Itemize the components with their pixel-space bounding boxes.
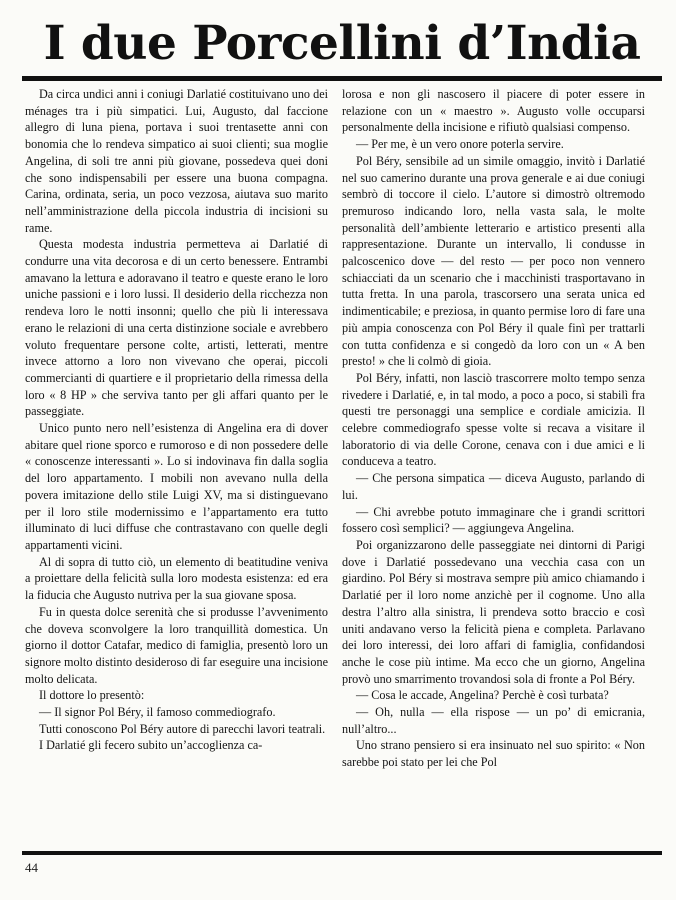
paragraph: Poi organizzarono delle passeggiate nei dintorni di Parigi dove i Darlatié possedevano una vecchia casa con un giardino. Pol Béry si mostrava sempre più amico chiamando i Darlatié per il loro nome anzichè per il cognome. Uno alla destra l’altro alla sinistra, li prendeva sotto braccio e così uniti andavano verso la felicità piena e completa. Parlavano dei loro interessi, dei loro affari di famiglia, confidandosi anche le cose più intime. Ma ecco che un giorno, Angelina provò uno smarrimento trovandosi sola di fronte a Pol Béry. xyxy=(342,537,645,686)
paragraph: — Il signor Pol Béry, il famoso commediografo. xyxy=(39,705,276,720)
paragraph: — Chi avrebbe potuto immaginare che i grandi scrittori fossero così semplici? — aggiungeva Angelina. xyxy=(342,504,645,536)
paragraph: — Oh, nulla — ella rispose — un po’ di emicrania, null’altro... xyxy=(342,705,645,736)
title-divider xyxy=(22,76,662,81)
paragraph: Il dottore lo presentò: xyxy=(39,688,145,703)
footer-divider xyxy=(22,851,662,855)
paragraph: Tutti conoscono Pol Béry autore di parecchi lavori teatrali. xyxy=(39,721,326,736)
paragraph: Da circa undici anni i coniugi Darlatié costituivano uno dei ménages tra i più simpatici. Lui, Augusto, dal faccione allegro di luna piena, portava i suoi trentasette anni con bonomia che lo rendeva simpatico ai suoi clienti; sua moglie Angelina, di soli tre anni più giovane, possedeva quei doni che sono indispensabili per essere una buona compagna. Carina, ordinata, seria, un poco vezzosa, aiutava suo marito nell’amministrazione della piccola industria di incisioni su rame. xyxy=(25,87,328,235)
paragraph: — Che persona simpatica — diceva Augusto, parlando di lui. xyxy=(342,471,645,502)
paragraph: Al di sopra di tutto ciò, un elemento di beatitudine veniva a proiettare della felicità sulla loro modesta esistenza: ed era la fiducia che Augusto nutriva per la sua giovane sposa. xyxy=(25,554,328,603)
paragraph: — Cosa le accade, Angelina? Perchè è così turbata? xyxy=(356,688,609,703)
paragraph: Questa modesta industria permetteva ai Darlatié di condurre una vita decorosa e di un certo benessere. Entrambi amavano la lettura e adoravano il teatro e queste erano le loro uniche passioni e i loro lussi. Il desiderio della ricchezza non rendeva loro le notti insonni; quello che più li interessava erano le relazioni di una certa distinzione sociale e avrebbero voluto frequentare persone colte, artisti, letterati, mentre invece attorno a loro non vivevano che operai, piccoli commercianti di quartiere e il proprietario della rimessa della loro « 8 HP » che serviva tanto per gli affari quanto per le passeggiate. xyxy=(25,237,328,419)
paragraph: Pol Béry, infatti, non lasciò trascorrere molto tempo senza rivedere i Darlatié, e, in tal modo, a poco a poco, si stabilì fra questi tre personaggi una semplice e cordiale amicizia. Il celebre commediografo spesse volte si recava a visitare il laboratorio di via delle Corone, cenava con i due amici e li conduceva a teatro. xyxy=(342,370,645,469)
left-column xyxy=(25,86,328,846)
paragraph: Fu in questa dolce serenità che si produsse l’avvenimento che doveva sconvolgere la loro tranquillità domestica. Un giorno il dottor Catafar, medico di famiglia, presentò loro un signore molto distinto desideroso di far eseguire una incisione molto delicata. xyxy=(25,604,328,686)
page-number: 44 xyxy=(25,860,38,875)
paragraph-continued: lorosa e non gli nascosero il piacere di poter essere in relazione con un « maestro ». Augusto volle occuparsi personalmente della incisione e rifiutò qualsiasi compenso. xyxy=(342,87,645,135)
page-title: I due Porcellini d’India xyxy=(43,16,641,71)
right-column xyxy=(342,86,645,846)
paragraph: Unico punto nero nell’esistenza di Angelina era di dover abitare quel rione sporco e rumoroso e di non possedere delle « conoscenze interessanti ». Lo si indovinava fin dalla soglia del loro appartamento. I mobili non avevano nulla della povera imitazione dello stile Luigi XV, ma si distinguevano per il loro stile modernissimo e l’appartamento era tutto illuminato di luci diffuse che contrastavano con quelle degli appartamenti vicini. xyxy=(25,421,328,552)
paragraph: Pol Béry, sensibile ad un simile omaggio, invitò i Darlatié nel suo camerino durante una prova generale e ai due coniugi sembrò di toccore il cielo. L’autore si dimostrò oltremodo premuroso indicando loro, nella vasta sala, le molte personalità dell’ambiente letterario e artistico presenti alla rappresentazione. Durante un intervallo, li condusse in palcoscenico dove — del resto — per poco non vennero schiacciati da un scenario che i macchinisti trasportavano in tutta fretta. In una parola, trascorsero una serata unica ed indimenticabile; e preziosa, in quanto permise loro di fare una più ampia conoscenza con Pol Béry il quale finì per trattarli con tutta confidenza e si congedò da loro con un « A ben presto! » che li colmò di gioia. xyxy=(342,153,645,369)
paragraph: — Per me, è un vero onore poterla servire. xyxy=(356,137,564,152)
paragraph: Uno strano pensiero si era insinuato nel suo spirito: « Non sarebbe poi stato per lei che Pol xyxy=(342,738,645,770)
paragraph: I Darlatié gli fecero subito un’accoglienza ca- xyxy=(39,738,263,753)
